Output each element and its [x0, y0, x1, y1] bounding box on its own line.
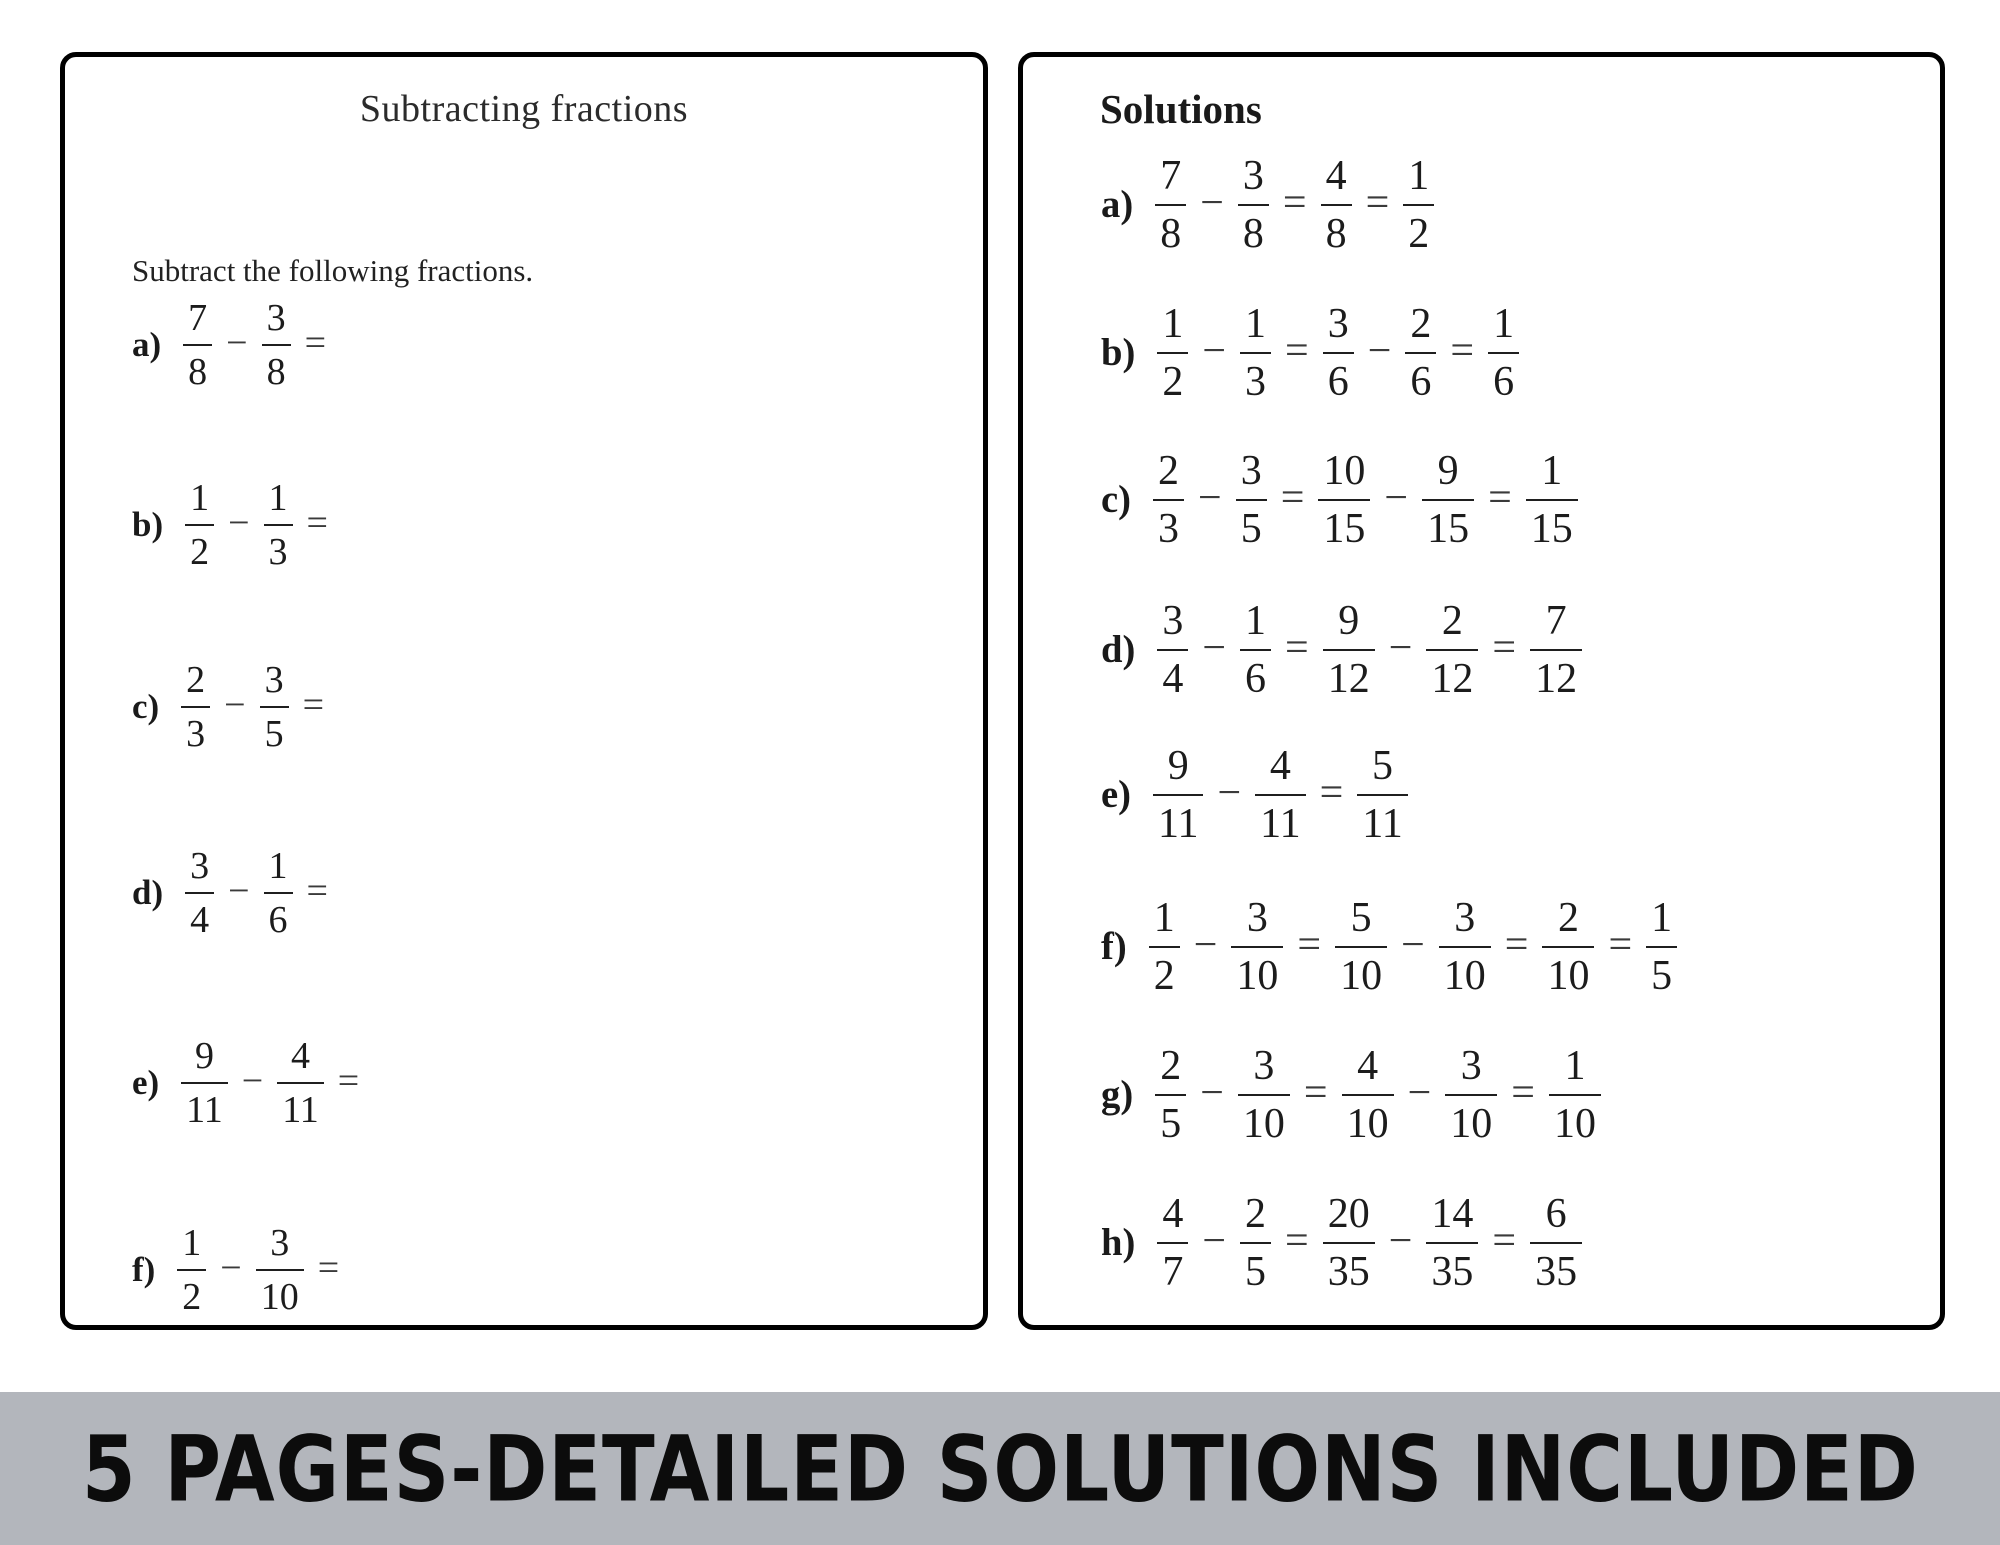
fraction-numerator: 2: [186, 659, 206, 701]
fraction-denominator: 2: [1153, 953, 1175, 999]
fraction-denominator: 3: [1245, 359, 1267, 405]
fraction-denominator: 3: [268, 531, 288, 573]
fraction-denominator: 8: [1160, 211, 1182, 257]
banner-text: 5 PAGES-DETAILED SOLUTIONS INCLUDED: [81, 1415, 1919, 1522]
fraction-numerator: 1: [1153, 895, 1175, 941]
fraction-numerator: 3: [1246, 895, 1268, 941]
fraction-numerator: 1: [1541, 448, 1563, 494]
fraction-numerator: 5: [1350, 895, 1372, 941]
equals-operator: =: [306, 502, 328, 544]
fraction-denominator: 10: [1242, 1101, 1285, 1147]
equals-operator: =: [1492, 1218, 1517, 1264]
equals-operator: =: [1297, 922, 1322, 968]
worksheet-page: [60, 52, 988, 1330]
fraction-denominator: 35: [1327, 1249, 1370, 1295]
fraction: [277, 1037, 324, 1129]
fraction: [1526, 450, 1578, 550]
fraction-denominator: 8: [1242, 211, 1264, 257]
fraction-numerator: 1: [1493, 301, 1515, 347]
problem-label: d): [1101, 629, 1136, 671]
problem-label: e): [132, 1063, 160, 1102]
fraction-numerator: 1: [190, 477, 210, 519]
fraction: [256, 1224, 304, 1316]
fraction-denominator: 12: [1535, 656, 1578, 702]
fraction-denominator: 11: [282, 1089, 319, 1131]
fraction-denominator: 5: [1160, 1101, 1182, 1147]
fraction-numerator: 3: [190, 845, 210, 887]
fraction: [1357, 745, 1407, 845]
problem-label: c): [1101, 479, 1132, 521]
minus-operator: −: [1193, 922, 1218, 968]
fraction-denominator: 6: [1410, 359, 1432, 405]
minus-operator: −: [220, 1247, 242, 1289]
fraction-numerator: 9: [1437, 448, 1459, 494]
minus-operator: −: [226, 322, 248, 364]
fraction-numerator: 1: [1408, 153, 1430, 199]
fraction-numerator: 1: [1564, 1043, 1586, 1089]
fraction-numerator: 7: [1545, 598, 1567, 644]
fraction: [1426, 600, 1478, 700]
fraction-numerator: 1: [182, 1222, 202, 1264]
fraction-denominator: 2: [190, 531, 210, 573]
fraction: [1426, 1193, 1478, 1293]
fraction-denominator: 2: [1162, 359, 1184, 405]
problem-row: [132, 1220, 346, 1320]
fraction-numerator: 1: [1245, 598, 1267, 644]
minus-operator: −: [1198, 475, 1222, 521]
fraction-denominator: 5: [1651, 953, 1673, 999]
fraction-numerator: 1: [1651, 895, 1673, 941]
equals-operator: =: [1280, 475, 1305, 521]
fraction-denominator: 5: [1240, 506, 1262, 552]
equals-operator: =: [1285, 1218, 1309, 1264]
fraction: [1153, 450, 1184, 550]
problem-row: [132, 843, 335, 943]
fraction-denominator: 11: [1158, 801, 1199, 847]
fraction: [1335, 897, 1387, 997]
fraction-denominator: 6: [1327, 359, 1349, 405]
fraction-denominator: 8: [266, 351, 286, 393]
fraction-denominator: 10: [260, 1276, 299, 1318]
fraction-denominator: 10: [1553, 1101, 1596, 1147]
fraction: [1153, 745, 1203, 845]
fraction-numerator: 4: [1269, 743, 1291, 789]
fraction: [1238, 155, 1269, 255]
problem-label: a): [1101, 184, 1134, 226]
minus-operator: −: [1401, 922, 1425, 968]
equals-operator: =: [1303, 1070, 1328, 1116]
fraction: [1157, 1193, 1188, 1293]
fraction-numerator: 20: [1327, 1191, 1370, 1237]
minus-operator: −: [1202, 1218, 1227, 1264]
equals-operator: =: [1285, 328, 1309, 374]
minus-operator: −: [1200, 1070, 1224, 1116]
fraction: [1157, 600, 1188, 700]
minus-operator: −: [224, 684, 246, 726]
fraction-denominator: 12: [1327, 656, 1370, 702]
fraction-denominator: 10: [1236, 953, 1279, 999]
solution-row: [1101, 595, 1589, 705]
fraction: [1321, 155, 1352, 255]
equals-operator: =: [1504, 922, 1529, 968]
fraction-numerator: 2: [1160, 1043, 1182, 1089]
fraction: [1542, 897, 1594, 997]
fraction: [185, 847, 214, 939]
fraction-numerator: 3: [1460, 1043, 1482, 1089]
problem-label: d): [132, 873, 164, 912]
fraction-numerator: 2: [1410, 301, 1432, 347]
fraction-denominator: 10: [1450, 1101, 1493, 1147]
fraction-denominator: 15: [1530, 506, 1573, 552]
fraction: [1240, 1193, 1271, 1293]
problem-row: [132, 475, 335, 575]
fraction-numerator: 7: [188, 297, 208, 339]
fraction-denominator: 7: [1162, 1249, 1184, 1295]
problem-row: [132, 295, 333, 395]
fraction: [264, 847, 293, 939]
fraction-numerator: 3: [1162, 598, 1184, 644]
fraction: [181, 661, 210, 753]
fraction-numerator: 6: [1545, 1191, 1567, 1237]
fraction-numerator: 4: [290, 1035, 310, 1077]
fraction-denominator: 6: [1245, 656, 1267, 702]
fraction: [1342, 1045, 1394, 1145]
minus-operator: −: [1217, 770, 1242, 816]
problem-label: b): [132, 505, 164, 544]
fraction: [1488, 303, 1519, 403]
equals-operator: =: [1608, 922, 1633, 968]
equals-operator: =: [337, 1060, 360, 1102]
fraction-numerator: 3: [1253, 1043, 1275, 1089]
solutions-title: Solutions: [1100, 86, 1262, 132]
fraction-denominator: 35: [1431, 1249, 1474, 1295]
fraction-numerator: 9: [1167, 743, 1189, 789]
solutions-page: [1018, 52, 1945, 1330]
fraction: [1422, 450, 1474, 550]
fraction-numerator: 9: [1338, 598, 1360, 644]
fraction-numerator: 3: [1454, 895, 1476, 941]
fraction: [185, 479, 214, 571]
fraction-denominator: 10: [1340, 953, 1383, 999]
fraction-denominator: 8: [1325, 211, 1347, 257]
fraction: [1323, 600, 1375, 700]
fraction: [262, 299, 291, 391]
solution-row: [1101, 1188, 1589, 1298]
fraction-denominator: 6: [1493, 359, 1515, 405]
fraction: [181, 1037, 228, 1129]
fraction-denominator: 2: [182, 1276, 202, 1318]
fraction-numerator: 2: [1441, 598, 1463, 644]
equals-operator: =: [317, 1247, 340, 1289]
problem-label: f): [132, 1250, 156, 1289]
fraction: [1236, 450, 1267, 550]
equals-operator: =: [1450, 328, 1475, 374]
fraction: [1238, 1045, 1290, 1145]
fraction-denominator: 11: [1362, 801, 1403, 847]
problem-row: [132, 657, 331, 757]
fraction-denominator: 4: [1162, 656, 1184, 702]
fraction: [1323, 1193, 1375, 1293]
fraction-numerator: 5: [1372, 743, 1394, 789]
solution-row: [1101, 298, 1526, 408]
fraction-denominator: 5: [264, 713, 284, 755]
fraction: [1439, 897, 1491, 997]
banner: [0, 1392, 2000, 1545]
fraction-denominator: 12: [1431, 656, 1474, 702]
fraction: [1157, 303, 1188, 403]
problem-label: e): [1101, 774, 1132, 816]
minus-operator: −: [1388, 1218, 1413, 1264]
problem-label: h): [1101, 1222, 1136, 1264]
minus-operator: −: [1200, 180, 1224, 226]
fraction-denominator: 10: [1346, 1101, 1389, 1147]
worksheet-problems: [65, 57, 983, 1325]
fraction-denominator: 3: [1158, 506, 1180, 552]
fraction: [1240, 303, 1271, 403]
fraction-numerator: 3: [264, 659, 284, 701]
solution-problems: [1023, 57, 1940, 1325]
equals-operator: =: [1488, 475, 1512, 521]
minus-operator: −: [228, 502, 250, 544]
fraction-numerator: 2: [1158, 448, 1180, 494]
equals-operator: =: [1511, 1070, 1535, 1116]
worksheet-instruction: Subtract the following fractions.: [132, 253, 534, 288]
minus-operator: −: [241, 1060, 264, 1102]
solution-row: [1101, 150, 1441, 260]
fraction: [1149, 897, 1180, 997]
fraction-denominator: 10: [1443, 953, 1486, 999]
problem-label: g): [1101, 1074, 1134, 1116]
fraction: [183, 299, 212, 391]
fraction: [1323, 303, 1354, 403]
fraction-denominator: 11: [186, 1089, 223, 1131]
equals-operator: =: [1319, 770, 1344, 816]
solution-row: [1101, 1040, 1608, 1150]
fraction: [1240, 600, 1271, 700]
problem-label: c): [132, 687, 160, 726]
minus-operator: −: [1202, 328, 1227, 374]
minus-operator: −: [1388, 625, 1413, 671]
fraction-numerator: 14: [1431, 1191, 1474, 1237]
fraction-numerator: 3: [266, 297, 286, 339]
worksheet-title: Subtracting fractions: [359, 88, 689, 130]
fraction: [1405, 303, 1436, 403]
problem-label: f): [1101, 926, 1127, 968]
fraction-numerator: 10: [1323, 448, 1366, 494]
fraction-numerator: 4: [1162, 1191, 1184, 1237]
fraction: [1231, 897, 1283, 997]
fraction: [1549, 1045, 1601, 1145]
fraction: [1255, 745, 1305, 845]
fraction-numerator: 4: [1357, 1043, 1379, 1089]
fraction: [177, 1224, 206, 1316]
fraction-numerator: 2: [1557, 895, 1579, 941]
fraction-numerator: 3: [1240, 448, 1262, 494]
minus-operator: −: [1384, 475, 1409, 521]
fraction-numerator: 3: [1327, 301, 1349, 347]
fraction-numerator: 3: [270, 1222, 290, 1264]
fraction-numerator: 4: [1325, 153, 1347, 199]
fraction-numerator: 9: [194, 1035, 214, 1077]
fraction-numerator: 7: [1160, 153, 1182, 199]
fraction-denominator: 6: [268, 899, 288, 941]
equals-operator: =: [1282, 180, 1307, 226]
fraction: [1403, 155, 1434, 255]
solution-row: [1101, 740, 1415, 850]
fraction-denominator: 10: [1547, 953, 1590, 999]
fraction: [1530, 600, 1582, 700]
equals-operator: =: [1285, 625, 1309, 671]
fraction-denominator: 8: [188, 351, 208, 393]
minus-operator: −: [1202, 625, 1227, 671]
fraction: [1318, 450, 1370, 550]
equals-operator: =: [306, 870, 328, 912]
fraction-denominator: 3: [186, 713, 206, 755]
minus-operator: −: [1407, 1070, 1432, 1116]
fraction-numerator: 3: [1242, 153, 1264, 199]
fraction-denominator: 5: [1245, 1249, 1267, 1295]
equals-operator: =: [1365, 180, 1390, 226]
fraction: [264, 479, 293, 571]
equals-operator: =: [304, 322, 326, 364]
solution-row: [1101, 445, 1585, 555]
minus-operator: −: [228, 870, 250, 912]
equals-operator: =: [302, 684, 325, 726]
fraction: [260, 661, 289, 753]
fraction: [1646, 897, 1677, 997]
fraction: [1155, 1045, 1186, 1145]
fraction-numerator: 1: [268, 845, 288, 887]
solution-row: [1101, 892, 1684, 1002]
fraction-numerator: 1: [1245, 301, 1267, 347]
fraction-denominator: 35: [1535, 1249, 1578, 1295]
fraction-numerator: 1: [1162, 301, 1184, 347]
problem-label: a): [132, 325, 162, 364]
fraction-denominator: 11: [1260, 801, 1301, 847]
fraction-denominator: 4: [190, 899, 210, 941]
equals-operator: =: [1492, 625, 1517, 671]
problem-label: b): [1101, 332, 1136, 374]
problem-row: [132, 1033, 366, 1133]
fraction: [1155, 155, 1186, 255]
fraction-numerator: 2: [1245, 1191, 1267, 1237]
minus-operator: −: [1367, 328, 1392, 374]
fraction-denominator: 2: [1408, 211, 1430, 257]
fraction-denominator: 15: [1323, 506, 1366, 552]
fraction: [1445, 1045, 1497, 1145]
fraction-denominator: 15: [1427, 506, 1470, 552]
fraction-numerator: 1: [268, 477, 288, 519]
fraction: [1530, 1193, 1582, 1293]
